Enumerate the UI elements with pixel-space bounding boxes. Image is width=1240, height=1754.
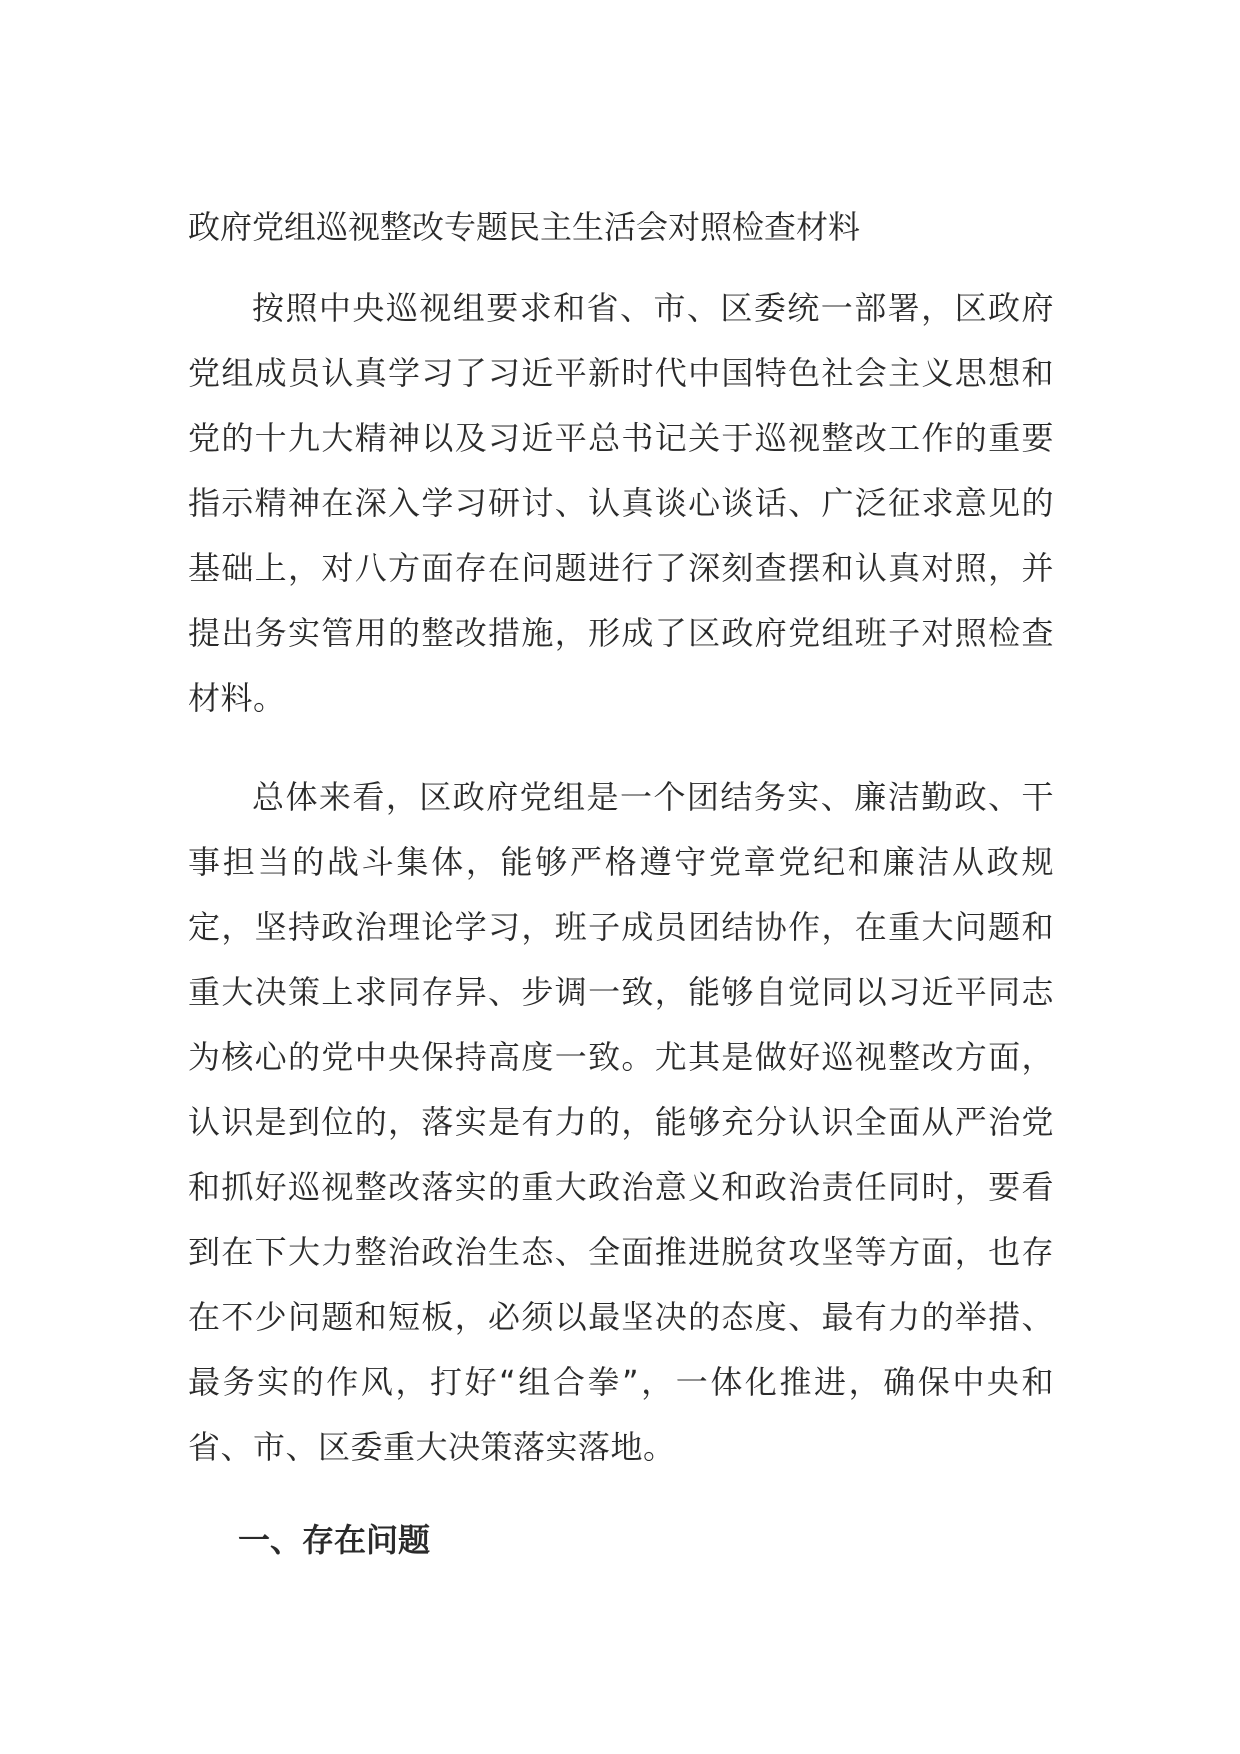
document-title: 政府党组巡视整改专题民主生活会对照检查材料 bbox=[188, 208, 861, 246]
paragraph-intro: 按照中央巡视组要求和省、市、区委统一部署，区政府党组成员认真学习了习近平新时代中国特色社会主义思想和党的十九大精神以及习近平总书记关于巡视整改工作的重要指示精神在深入学习研讨、认真谈心谈话、广泛征求意见的基础上，对八方面存在问题进行了深刻查摆和认真对照，并提出务实管用的整改措施，形成了区政府党组班子对照检查材料。 bbox=[188, 289, 1054, 717]
section-heading-problems: 一、存在问题 bbox=[238, 1521, 431, 1559]
document-page bbox=[188, 0, 1054, 1754]
paragraph-overview: 总体来看，区政府党组是一个团结务实、廉洁勤政、干事担当的战斗集体，能够严格遵守党章党纪和廉洁从政规定，坚持政治理论学习，班子成员团结协作，在重大问题和重大决策上求同存异、步调一致，能够自觉同以习近平同志为核心的党中央保持高度一致。尤其是做好巡视整改方面，认识是到位的，落实是有力的，能够充分认识全面从严治党和抓好巡视整改落实的重大政治意义和政治责任同时，要看到在下大力整治政治生态、全面推进脱贫攻坚等方面，也存在不少问题和短板，必须以最坚决的态度、最有力的举措、最务实的作风，打好“组合拳”，一体化推进，确保中央和省、市、区委重大决策落实落地。 bbox=[188, 778, 1054, 1466]
